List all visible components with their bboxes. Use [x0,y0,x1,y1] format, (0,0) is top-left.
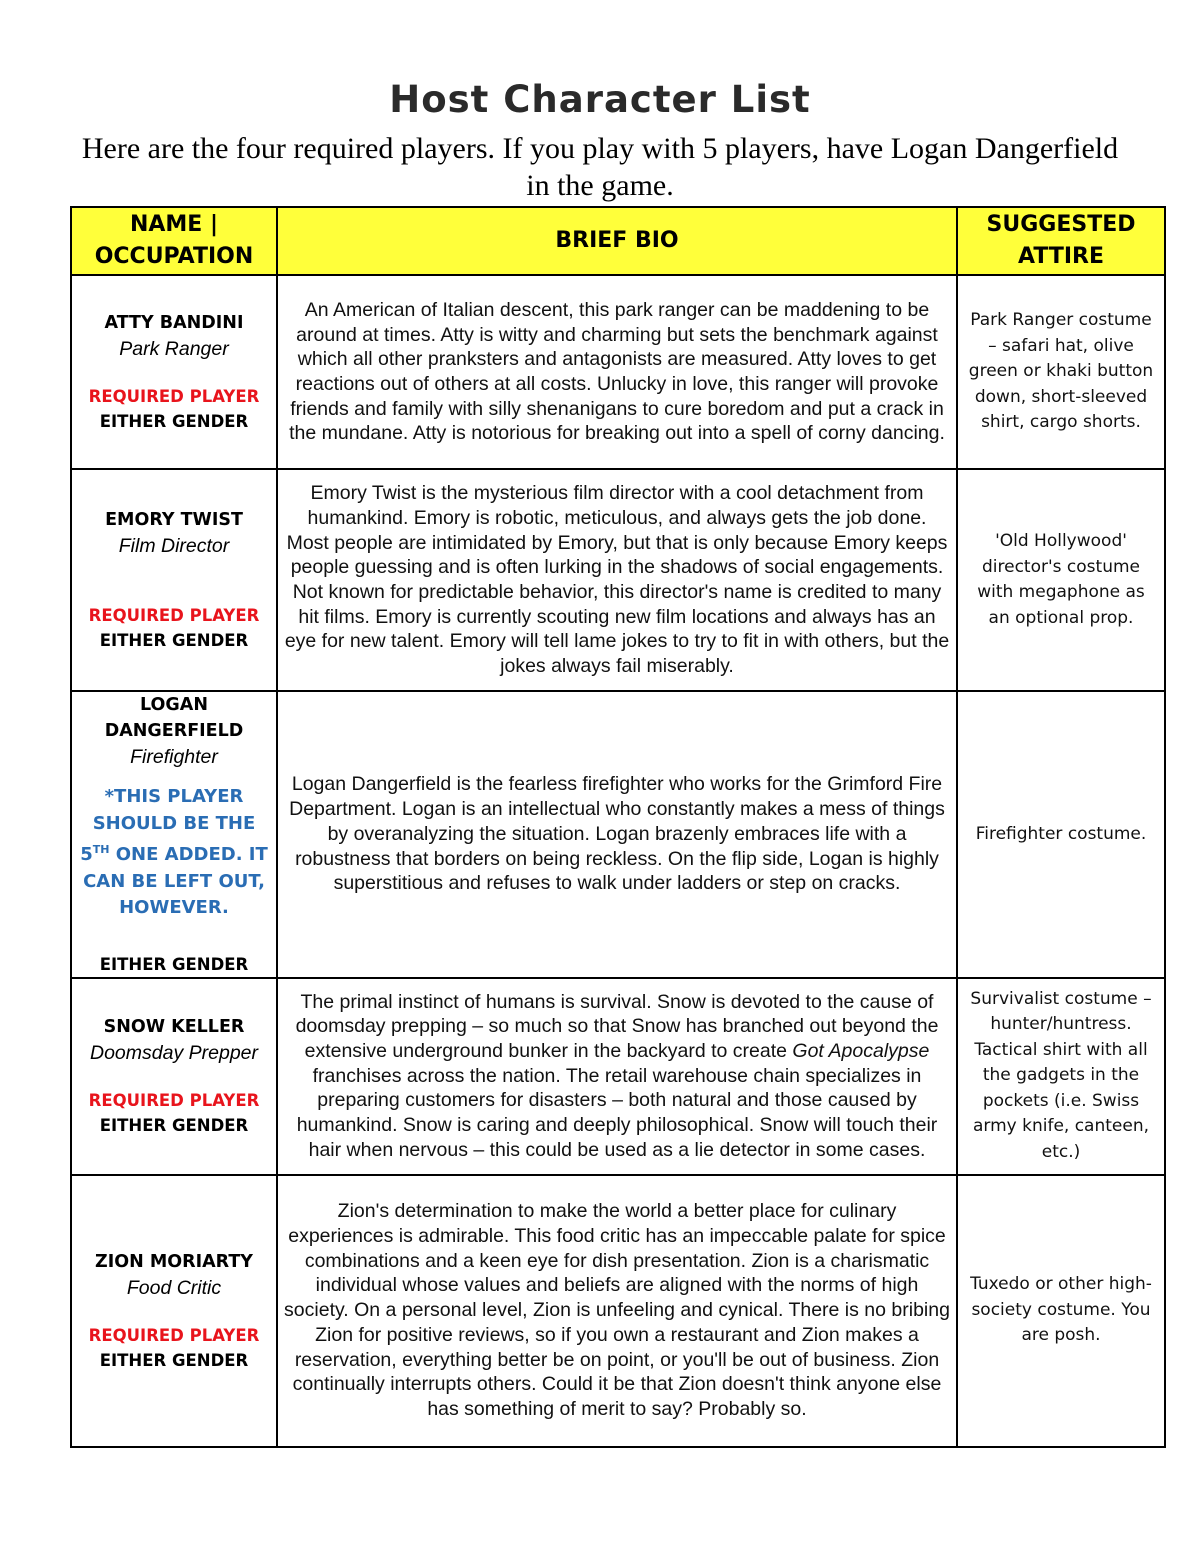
required-player-badge: REQUIRED PLAYER [88,1325,260,1345]
character-bio: Logan Dangerfield is the fearless firefighter who works for the Grimford Fire Department. Logan is an intellectual who constantly makes a mess of things by overanalyzing the situation. Logan brazenly embraces life with a robustness that borders on being reckless. On the flip side, Logan is highly superstitious and refuses to walk under ladders or step on cracks. [277,691,957,978]
table-row [71,978,1165,1175]
character-cell [71,978,277,1175]
character-attire: Park Ranger costume – safari hat, olive green or khaki button down, short-sleeved shirt, cargo shorts. [957,275,1165,469]
intro-text: Here are the four required players. If you play with 5 players, have Logan Dangerfield in the game. [81,132,1119,202]
table-row [71,691,1165,978]
character-occupation: Firefighter [130,746,218,768]
header-suggested-attire: SUGGESTED ATTIRE [957,207,1165,275]
page-title: Host Character List [389,78,811,121]
character-name: EMORY TWIST [105,510,243,530]
character-cell [71,691,277,978]
gender-label: EITHER GENDER [99,1116,249,1135]
header-name-occupation: NAME | OCCUPATION [71,207,277,275]
character-attire: Firefighter costume. [957,691,1165,978]
gender-label: EITHER GENDER [99,412,249,431]
header-brief-bio: BRIEF BIO [277,207,957,275]
character-occupation: Park Ranger [119,338,229,360]
required-player-badge: REQUIRED PLAYER [88,1091,260,1110]
table-row [71,1175,1165,1447]
character-name: ZION MORIARTY [95,1251,253,1272]
character-bio: Emory Twist is the mysterious film director with a cool detachment from humankind. Emory is robotic, meticulous, and always gets the job done. Most people are intimidated by Emory, but that is only because Emory keeps people guessing and is often lurking in the shadows of social engagements. Not known for predictable behavior, this director's name is credited to many hit films. Emory is currently scouting new film locations and always has an eye for new talent. Emory will tell lame jokes to try to fit in with others, but the jokes always fail miserably. [277,469,957,691]
franchise-name: Got Apocalypse [792,1039,930,1062]
table-header-row [71,207,1165,275]
character-attire: 'Old Hollywood' director's costume with megaphone as an optional prop. [957,469,1165,691]
optional-player-note: *THIS PLAYER SHOULD BE THE 5TH ONE ADDED. IT CAN BE LEFT OUT, HOWEVER. [80,786,268,918]
required-player-badge: REQUIRED PLAYER [88,387,260,406]
character-occupation: Film Director [118,535,230,557]
character-table [70,206,1166,1448]
character-name: ATTY BANDINI [104,313,244,333]
character-bio: An American of Italian descent, this park ranger can be maddening to be around at times. Atty is witty and charming but sets the benchmark against which all other pranksters and antagonists are measured. Atty loves to get reactions out of others at all costs. Unlucky in love, this ranger will provoke friends and family with silly shenanigans to cure boredom and put a crack in the mundane. Atty is notorious for breaking out into a spell of corny dancing. [277,275,957,469]
character-attire: Survivalist costume – hunter/huntress. Tactical shirt with all the gadgets in the pockets (i.e. Swiss army knife, canteen, etc.) [957,978,1165,1175]
character-occupation: Food Critic [126,1276,222,1299]
character-attire: Tuxedo or other high-society costume. You are posh. [957,1175,1165,1447]
character-cell [71,275,277,469]
character-cell [71,1175,277,1447]
character-bio: Zion's determination to make the world a better place for culinary experiences is admirable. This food critic has an impeccable palate for spice combinations and a keen eye for dish presentation. Zion is a charismatic individual whose values and beliefs are aligned with the norms of high society. On a personal level, Zion is unfeeling and cynical. There is no bribing Zion for positive reviews, so if you own a restaurant and Zion makes a reservation, everything better be on point, or you'll be out of business. Zion continually interrupts others. Could it be that Zion doesn't think anyone else has something of merit to say? Probably so. [277,1175,957,1447]
character-name: LOGAN DANGERFIELD [104,695,244,741]
table-row [71,275,1165,469]
character-name: SNOW KELLER [103,1017,245,1037]
character-cell [71,469,277,691]
character-bio: The primal instinct of humans is survival. Snow is devoted to the cause of doomsday prepping – so much so that Snow has branched out beyond the extensive underground bunker in the backyard to create Got Apocalypse franchises across the nation. The retail warehouse chain specializes in preparing customers for disasters – both natural and those caused by humankind. Snow is caring and deeply philosophical. Snow will touch their hair when nervous – this could be used as a lie detector in some cases. [277,978,957,1175]
gender-label: EITHER GENDER [99,631,249,650]
table-row [71,469,1165,691]
gender-label: EITHER GENDER [99,1350,249,1370]
character-occupation: Doomsday Prepper [90,1042,258,1064]
gender-label: EITHER GENDER [99,954,249,974]
required-player-badge: REQUIRED PLAYER [88,606,260,625]
